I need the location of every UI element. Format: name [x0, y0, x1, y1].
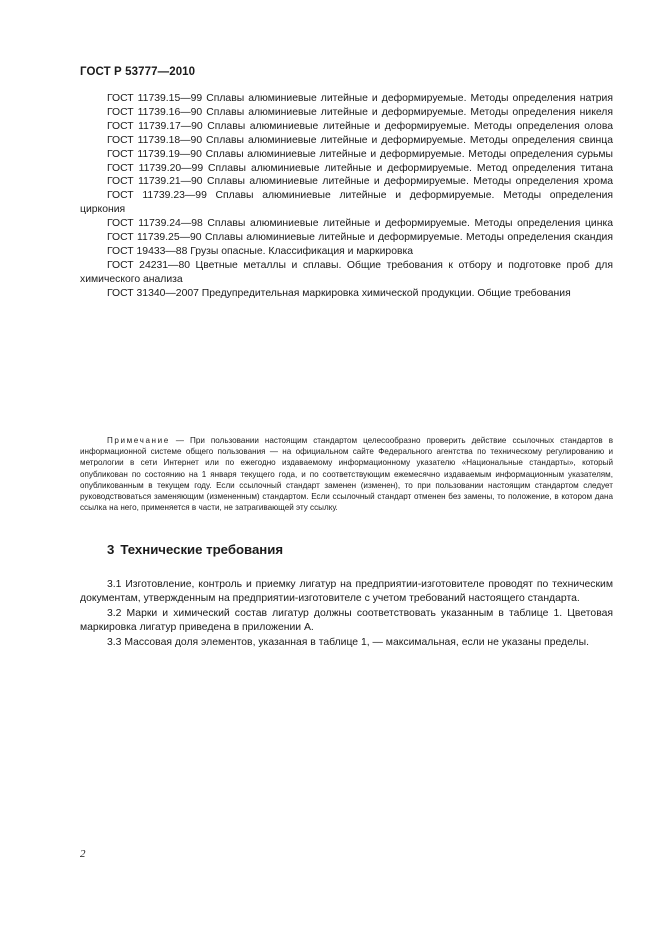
reference-item: ГОСТ 11739.17—90 Сплавы алюминиевые литейные и деформируемые. Методы определения олова: [107, 120, 613, 132]
reference-item: ГОСТ 11739.18—90 Сплавы алюминиевые литейные и деформируемые. Методы определения свинца: [107, 134, 613, 146]
section-title: Технические требования: [120, 542, 284, 557]
section-body: [80, 578, 613, 650]
section-number: 3: [107, 542, 115, 557]
reference-item: ГОСТ 11739.21—90 Сплавы алюминиевые литейные и деформируемые. Методы определения хрома: [107, 176, 613, 188]
clause-paragraph: 3.2 Марки и химический состав лигатур должны соответствовать указанным в таблице 1. Цветовая маркировка лигатур приведена в приложении А.: [80, 607, 613, 633]
section-heading: [107, 542, 283, 557]
reference-item: ГОСТ 11739.16—90 Сплавы алюминиевые литейные и деформируемые. Методы определения никеля: [107, 106, 613, 118]
normative-references-list: [80, 92, 613, 301]
reference-item: ГОСТ 19433—88 Грузы опасные. Классификация и маркировка: [107, 245, 414, 257]
reference-item: ГОСТ 11739.24—98 Сплавы алюминиевые литейные и деформируемые. Методы определения цинка: [107, 218, 613, 230]
clause-paragraph: 3.1 Изготовление, контроль и приемку лигатур на предприятии-изготовителе проводят по техническим документам, утвержденным на предприятии-изготовителе с учетом требований настоящего стандарта.: [80, 579, 613, 604]
reference-item: ГОСТ 11739.19—90 Сплавы алюминиевые литейные и деформируемые. Методы определения сурьмы: [107, 148, 613, 160]
reference-item: ГОСТ 11739.25—90 Сплавы алюминиевые литейные и деформируемые. Методы определения скандия: [107, 232, 613, 244]
reference-item: ГОСТ 31340—2007 Предупредительная маркировка химической продукции. Общие требования: [107, 287, 571, 299]
reference-item: ГОСТ 11739.23—99 Сплавы алюминиевые литейные и деформируемые. Методы определения циркония: [80, 190, 613, 216]
reference-item: ГОСТ 11739.20—99 Сплавы алюминиевые литейные и деформируемые. Метод определения титана: [107, 162, 613, 174]
reference-item: ГОСТ 11739.15—99 Сплавы алюминиевые литейные и деформируемые. Методы определения натрия: [107, 93, 613, 104]
note-text: — При пользовании настоящим стандартом целесообразно проверить действие ссылочных стандартов в информационной системе общего пользования — на официальном сайте Федерального агентства по техническому регулированию и метрологии в сети Интернет или по ежегодно издаваемому информационному указателю «Национальные стандарты», который опубликован по состоянию на 1 января текущего года, и по соответствующим ежемесячно издаваемым информационным указателям, опубликованным в текущем году. Если ссылочный стандарт заменен (изменен), то при пользовании настоящим стандартом следует руководствоваться заменяющим (измененным) стандартом. Если ссылочный стандарт отменен без замены, то положение, в котором дана ссылка на него, применяется в части, не затрагивающей эту ссылку.: [80, 436, 614, 513]
document-code-header: ГОСТ Р 53777—2010: [80, 66, 196, 78]
reference-note: [80, 435, 613, 513]
reference-item: ГОСТ 24231—80 Цветные металлы и сплавы. Общие требования к отбору и подготовке проб для химического анализа: [80, 259, 613, 285]
clause-paragraph: 3.3 Массовая доля элементов, указанная в таблице 1, — максимальная, если не указаны пределы.: [107, 636, 589, 648]
page-number: 2: [80, 848, 86, 860]
note-label: Примечание: [107, 436, 170, 445]
